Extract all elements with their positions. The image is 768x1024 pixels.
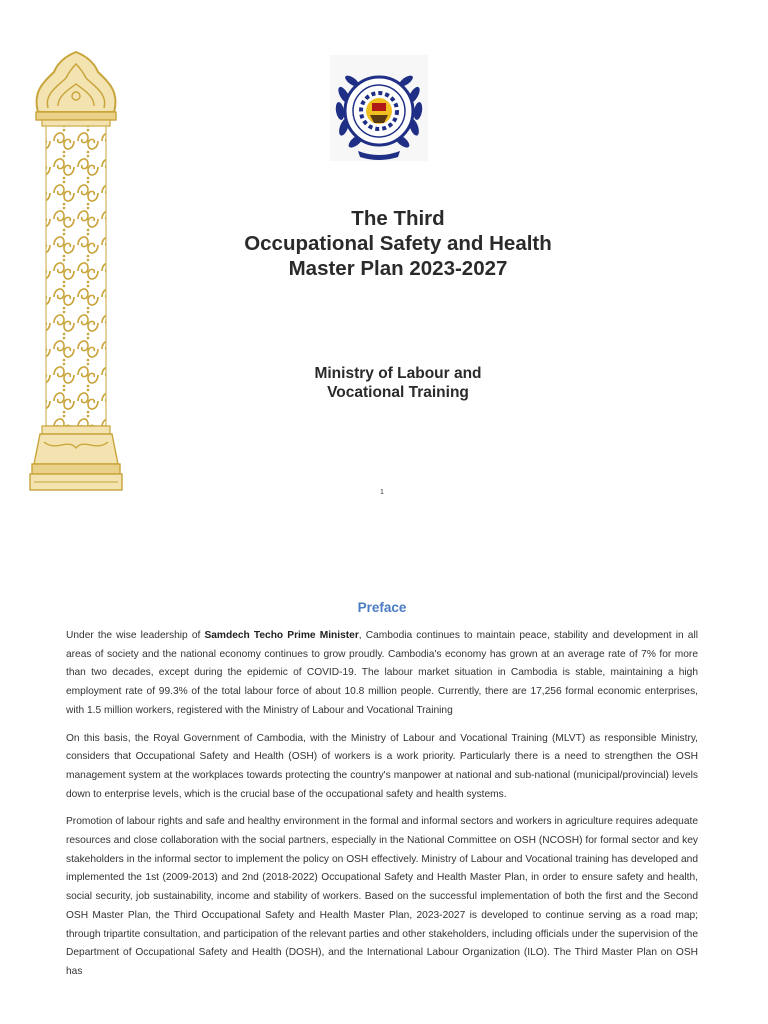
ornamental-pillar-icon: [28, 50, 124, 494]
p1-text-start: Under the wise leadership of: [66, 630, 205, 641]
p1-text-end: , Cambodia continues to maintain peace, stability and development in all areas of society and the national economy continues to grow proudly. Cambodia's economy has grown at an average rate of 7% for more than two decades, except during the epidemic of COVID-19. The labour market situation in Cambodia is stable, maintaining a high employment rate of 99.3% of the total labour force of about 10.8 million people. Currently, there are 17,256 formal economic enterprises, with 1.5 million workers, registered with the Ministry of Labour and Vocational Training: [66, 630, 698, 716]
ministry-line-2: Vocational Training: [327, 384, 469, 401]
ministry-name: [238, 364, 558, 402]
title-line-1: The Third: [351, 207, 445, 230]
preface-body: [66, 627, 698, 991]
page-number: 1: [380, 489, 384, 496]
title-line-3: Master Plan 2023-2027: [288, 257, 508, 280]
preface-heading: Preface: [357, 600, 407, 615]
document-title: [200, 206, 596, 281]
preface-paragraph-3: Promotion of labour rights and safe and healthy environment in the formal and informal sectors and workers in agriculture requires adequate resources and close collaboration with the social partners, especially in the National Committee on OSH (NCOSH) for formal sector and key stakeholders in the informal sector to implement the policy on OSH effectively. Ministry of Labour and Vocational training has developed and implemented the 1st (2009-2013) and 2nd (2018-2022) Occupational Safety and Health Master Plan, in order to ensure safety and health, social security, job sustainability, income and stability of workers. Based on the successful implementation of both the first and the Second OSH Master Plan, the Third Occupational Safety and Health Master Plan, 2023-2027 is developed to continue serving as a road map; through tripartite consultation, and participation of the relevant parties and other stakeholders, including officials under the supervision of the Department of Occupational Safety and Health (DOSH), and the International Labour Organization (ILO). The Third Master Plan on OSH has: [66, 816, 698, 977]
ministry-line-1: Ministry of Labour and: [314, 365, 482, 382]
title-line-2: Occupational Safety and Health: [244, 232, 552, 255]
preface-paragraph-1: [66, 627, 698, 721]
ministry-emblem-icon: [330, 55, 428, 161]
p1-bold-text: Samdech Techo Prime Minister: [204, 630, 359, 641]
preface-paragraph-2: On this basis, the Royal Government of Cambodia, with the Ministry of Labour and Vocational Training (MLVT) as responsible Ministry, considers that Occupational Safety and Health (OSH) of workers is a work priority. Particularly there is a need to strengthen the OSH management system at the workplaces towards protecting the country's manpower at national and sub-national (municipal/provincial) levels down to enterprise levels, which is the crucial base of the occupational safety and health systems.: [66, 732, 698, 800]
